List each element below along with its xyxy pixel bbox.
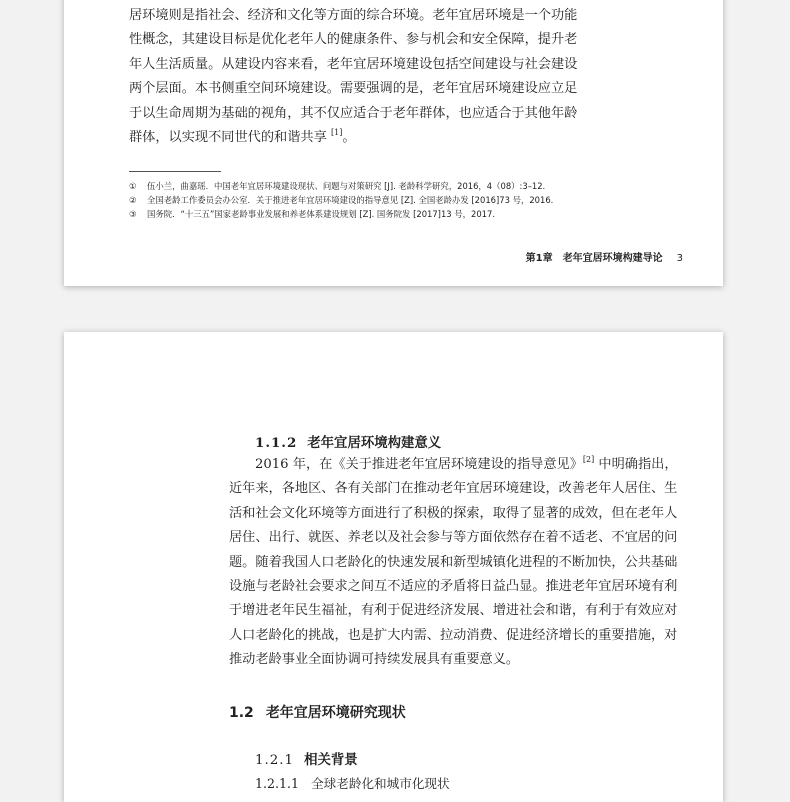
section-number: 1.2.1 (255, 753, 295, 768)
text-line-content: 群体，以实现不同世代的和谐共享 (129, 130, 327, 146)
section-title: 全球老龄化和城市化现状 (311, 776, 450, 791)
text-line: 推动老龄事业全面协调可持续发展具有重要意义。 (229, 652, 520, 668)
body-paragraph (129, 4, 578, 150)
text-line: 性概念，其建设目标是优化老年人的健康条件、参与机会和安全保障，提升老 (129, 32, 578, 48)
chapter-title: 第1章 老年宜居环境构建导论 (525, 253, 663, 264)
footnote-item (129, 179, 649, 193)
text-line: 设施与老龄社会要求之间互不适应的矛盾将日益凸显。推进老年宜居环境有利 (229, 579, 678, 595)
footnote-separator (129, 171, 221, 172)
footnotes (129, 179, 649, 222)
section-title: 老年宜居环境研究现状 (265, 705, 406, 721)
footnote-item (129, 207, 649, 221)
text-line: 两个层面。本书侧重空间环境建设。需要强调的是，老年宜居环境建设应立足 (129, 81, 578, 97)
text-line: 题。随着我国人口老龄化的快速发展和新型城镇化进程的不断加快，公共基础 (229, 554, 678, 570)
running-footer (526, 249, 683, 264)
section-number: 1.2.1.1 (255, 776, 300, 791)
footnote-mark: ② (129, 195, 137, 206)
section-title: 相关背景 (304, 752, 358, 768)
text-line: 活和社会文化环境等方面进行了积极的探索，取得了显著的成效，但在老年人 (229, 505, 678, 521)
text-line: 于以生命周期为基础的视角，其不仅应适合于老年群体，也应适合于其他年龄 (129, 105, 578, 121)
page-number: 3 (676, 253, 683, 264)
section-heading-1-2-1-1 (255, 773, 450, 792)
text-line-content: 中明确指出， (594, 457, 678, 472)
text-line (229, 453, 678, 477)
body-paragraph (229, 453, 678, 673)
section-title: 老年宜居环境构建意义 (307, 435, 442, 451)
footnote-mark: ① (129, 181, 137, 191)
text-line: 于增进老年民生福祉，有利于促进经济发展、增进社会和谐，有利于有效应对 (229, 603, 678, 619)
section-heading-1-1-2 (255, 432, 441, 451)
sentence-end: 。 (342, 130, 356, 146)
text-line: 近年来，各地区、各有关部门在推动老年宜居环境建设，改善老年人居住、生 (229, 481, 678, 497)
footnote-item (129, 193, 649, 207)
footnote-mark: ③ (129, 209, 137, 220)
text-line (129, 126, 569, 150)
text-line: 居住、出行、就医、养老以及社会参与等方面依然存在着不适老、不宜居的问 (229, 530, 678, 546)
section-heading-1-2-1 (255, 749, 358, 768)
text-line: 居环境则是指社会、经济和文化等方面的综合环境。老年宜居环境是一个功能 (129, 8, 578, 23)
text-line-content: 2016 年，在《关于推进老年宜居环境建设的指导意见》 (255, 457, 583, 472)
text-line: 人口老龄化的挑战，也是扩大内需、拉动消费、促进经济增长的重要措施，对 (229, 627, 678, 643)
document-page-4 (64, 332, 723, 802)
section-number: 1.2 (229, 705, 254, 721)
citation-marker[interactable]: [2] (582, 455, 595, 464)
footnote-text: 全国老龄工作委员会办公室．关于推进老年宜居环境建设的指导意见 [Z]. 全国老龄办发 [2016]73 号，2016. (147, 195, 554, 206)
document-page-3 (64, 0, 723, 286)
footnote-text: 伍小兰，曲嘉瑶．中国老年宜居环境建设现状、问题与对策研究 [J]. 老龄科学研究，2016，4（08）:3–12. (147, 181, 546, 191)
section-heading-1-2 (229, 702, 406, 722)
citation-marker[interactable]: [1] (331, 128, 343, 138)
text-line: 年人生活质量。从建设内容来看，老年宜居环境建设包括空间建设与社会建设 (129, 56, 578, 72)
footnote-text: 国务院．“十三五”国家老龄事业发展和养老体系建设规划 [Z]. 国务院发 [2017]13 号，2017. (147, 209, 495, 220)
section-number: 1.1.2 (255, 435, 298, 451)
